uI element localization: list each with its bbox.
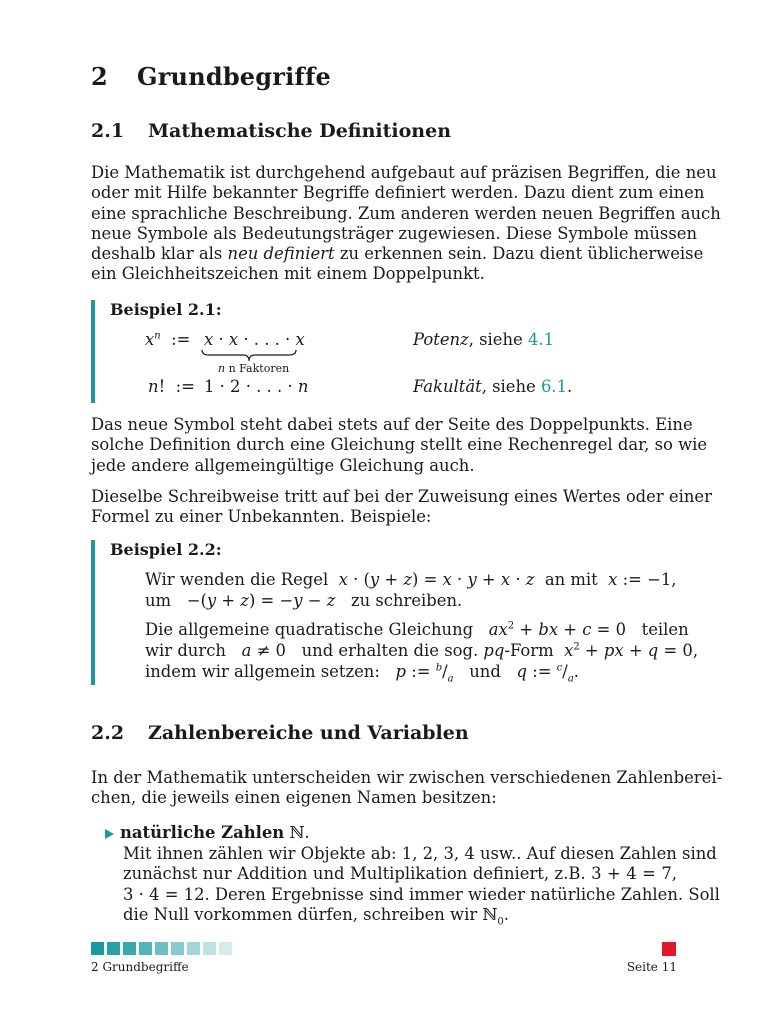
progress-square [171, 942, 184, 955]
chapter-title-text: Grundbegriffe [137, 62, 331, 91]
section-number: 2.2 [91, 722, 125, 744]
text-line: Formel zu einer Unbekannten. Beispiele: [91, 507, 432, 527]
text-fragment: um [145, 591, 172, 610]
text-line: eine sprachliche Beschreibung. Zum anderen werden neuen Begriffen auch [91, 203, 721, 223]
comment-power-term: Potenz [413, 330, 469, 349]
text-fragment: indem wir allgemein setzen: [145, 662, 380, 681]
text-line: Das neue Symbol steht dabei stets auf der Seite des Doppelpunkts. Eine [91, 415, 693, 434]
progress-square [107, 942, 120, 955]
text-line: solche Definition durch eine Gleichung stellt eine Rechenregel dar, so wie [91, 435, 708, 455]
formula-factorial-lhs: n! := [148, 377, 195, 396]
text-fragment: und [469, 662, 501, 681]
section-title-text: Zahlenbereiche und Variablen [148, 722, 469, 744]
text-line: zunächst nur Addition und Multiplikation definiert, z.B. 3 + 4 = 7, [123, 864, 677, 884]
bullet-symbol: ℕ. [289, 823, 310, 842]
text-fragment: zu schreiben. [350, 591, 463, 610]
text-line [91, 244, 704, 264]
formula-factorial-rhs: 1 · 2 · . . . · n [204, 377, 309, 396]
text-fragment: die Null vorkommen dürfen, schreiben wir ℕ [123, 904, 498, 924]
text-fragment: deshalb klar als [91, 244, 223, 264]
example-box-2-2 [91, 540, 699, 685]
formula-power-lhs: $x^n$ := [145, 330, 191, 349]
text-fragment: -Form [504, 641, 554, 660]
text-line: Die Mathematik ist durchgehend aufgebaut auf präzisen Begriffen, die neu [91, 163, 717, 182]
progress-square [123, 942, 136, 955]
comment-factorial [413, 377, 572, 396]
formula-power-rhs: x · x · . . . · x [204, 330, 305, 349]
progress-square [203, 942, 216, 955]
comment-power [413, 330, 554, 349]
text-line: die Null vorkommen dürfen, schreiben wir ℕ$_0$. [123, 904, 509, 928]
footer-page-number: Seite 11 [626, 960, 677, 974]
text-line: oder mit Hilfe bekannter Begriffe definiert werden. Dazu dient zum einen [91, 183, 705, 203]
text-fragment: wir durch [145, 641, 226, 660]
comment-factorial-term: Fakultät [413, 377, 482, 396]
paragraph-assignment [91, 487, 712, 528]
text-line: chen, die jeweils einen eigenen Namen besitzen: [91, 788, 497, 808]
paragraph-intro [91, 163, 721, 285]
triangle-bullet-icon [105, 829, 114, 839]
section-title-2-2 [91, 722, 469, 744]
text-line: In der Mathematik unterscheiden wir zwischen verschiedenen Zahlenberei- [91, 768, 723, 787]
text-line: ein Gleichheitszeichen mit einem Doppelpunkt. [91, 264, 485, 284]
progress-square [187, 942, 200, 955]
reference-link-4-1[interactable]: 4.1 [527, 330, 555, 349]
text-line: neue Symbole als Bedeutungsträger zugewiesen. Diese Symbole müssen [91, 223, 697, 243]
example-title: Beispiel 2.2: [110, 540, 222, 559]
example-title: Beispiel 2.1: [110, 300, 222, 319]
text-line: Dieselbe Schreibweise tritt auf bei der Zuweisung eines Wertes oder einer [91, 487, 712, 506]
text-line: jede andere allgemeingültige Gleichung auch. [91, 455, 475, 475]
text-fragment: teilen [641, 620, 689, 639]
progress-square [139, 942, 152, 955]
footer-chapter: 2 Grundbegriffe [91, 960, 189, 974]
reference-link-6-1[interactable]: 6.1 [540, 377, 568, 396]
bullet-title: natürliche Zahlen [120, 823, 285, 842]
text-line: 3 · 4 = 12. Deren Ergebnisse sind immer wieder natürliche Zahlen. Soll [123, 884, 720, 904]
example-box-2-1 [91, 300, 681, 403]
example-line: Wir wenden die Regel x · (y + z) = x · y + x · z an mit x := −1, [145, 570, 677, 589]
comment-see: , siehe [481, 377, 541, 396]
progress-square [155, 942, 168, 955]
section-title-text: Mathematische Definitionen [148, 120, 452, 142]
example-line: wir durch a ≠ 0 und erhalten die sog. pq-Form $x^2$ + px + q = 0, [145, 641, 699, 660]
progress-squares [91, 942, 232, 955]
emphasis-text: pq [483, 641, 505, 660]
text-fragment: an mit [544, 570, 598, 589]
text-fragment: Die allgemeine quadratische Gleichung [145, 620, 474, 639]
marker-square-icon [662, 942, 676, 956]
example-line: Die allgemeine quadratische Gleichung $ax^2$ + bx + c = 0 teilen [145, 620, 689, 639]
section-title-2-1 [91, 120, 451, 142]
text-fragment: und erhalten die sog. [301, 641, 479, 660]
emphasis-text: neu definiert [227, 244, 335, 264]
progress-square [91, 942, 104, 955]
paragraph-definition [91, 415, 708, 476]
example-line: um −(y + z) = −y − z zu schreiben. [145, 591, 463, 610]
underbrace-label-text: n Faktoren [228, 362, 290, 375]
text-fragment: . [503, 904, 509, 924]
text-fragment: Wir wenden die Regel [145, 570, 329, 589]
example-line: indem wir allgemein setzen: p := $^b/_a$ und q := $^c/_a$. [145, 662, 580, 685]
underbrace-label: n n Faktoren [218, 362, 290, 375]
chapter-number: 2 [91, 62, 108, 91]
text-fragment: zu erkennen sein. Dazu dient üblicherweise [339, 244, 704, 264]
text-line: Mit ihnen zählen wir Objekte ab: 1, 2, 3, 4 usw.. Auf diesen Zahlen sind [123, 844, 717, 863]
comment-see: , siehe [468, 330, 528, 349]
progress-square [219, 942, 232, 955]
chapter-title [91, 62, 331, 91]
bullet-description [123, 844, 720, 928]
bullet-natural-numbers [105, 823, 310, 842]
underbrace [201, 349, 297, 363]
section-number: 2.1 [91, 120, 125, 142]
comment-end: . [567, 377, 573, 396]
paragraph-number-sets [91, 768, 723, 809]
